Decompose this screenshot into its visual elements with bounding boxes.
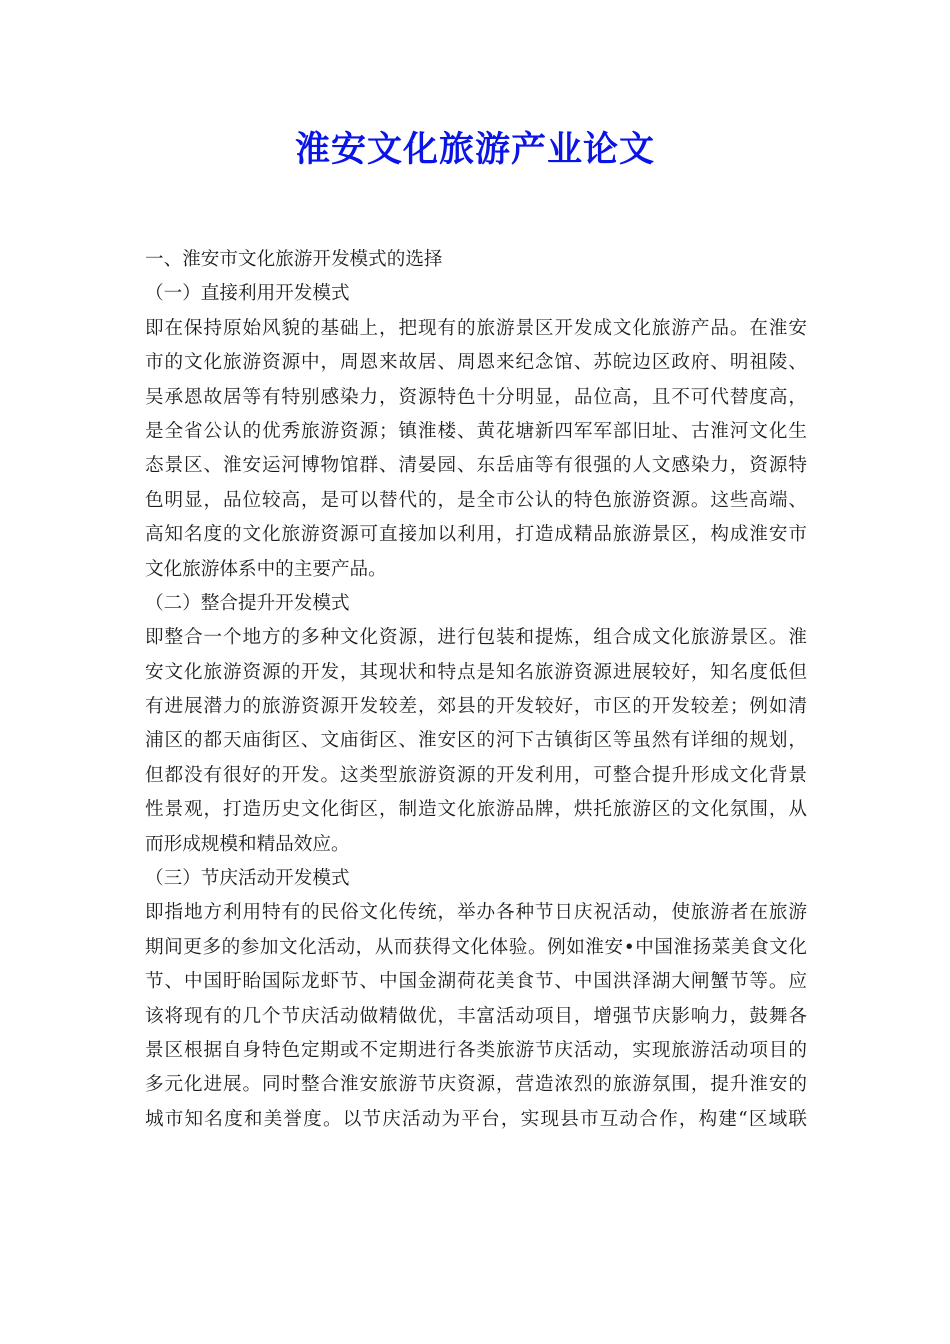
text-line: 浦区的都天庙街区、文庙街区、淮安区的河下古镇街区等虽然有详细的规划， (145, 730, 807, 752)
text-line: 文化旅游体系中的主要产品。 (145, 558, 387, 580)
text-line: 吴承恩故居等有特别感染力，资源特色十分明显，品位高，且不可代替度高， (145, 386, 807, 408)
text-line: 性景观，打造历史文化街区，制造文化旅游品牌，烘托旅游区的文化氛围，从 (145, 799, 807, 821)
text-line: 该将现有的几个节庆活动做精做优，丰富活动项目，增强节庆影响力，鼓舞各 (145, 1005, 807, 1027)
text-line: 态景区、淮安运河博物馆群、清晏园、东岳庙等有很强的人文感染力，资源特 (145, 455, 807, 477)
text-line: 景区根据自身特色定期或不定期进行各类旅游节庆活动，实现旅游活动项目的 (145, 1039, 807, 1061)
text-line: 城市知名度和美誉度。以节庆活动为平台，实现县市互动合作，构建“区域联 (145, 1108, 807, 1130)
text-line: 即指地方利用特有的民俗文化传统，举办各种节日庆祝活动，使旅游者在旅游 (145, 902, 807, 924)
document-body (145, 243, 807, 1137)
text-line: 即在保持原始风貌的基础上，把现有的旅游景区开发成文化旅游产品。在淮安 (145, 317, 807, 339)
subheading-3: （三）节庆活动开发模式 (145, 868, 350, 890)
text-line: 是全省公认的优秀旅游资源；镇淮楼、黄花塘新四军军部旧址、古淮河文化生 (145, 420, 807, 442)
text-line: 有进展潜力的旅游资源开发较差，郊县的开发较好，市区的开发较差；例如清 (145, 696, 807, 718)
text-line: 高知名度的文化旅游资源可直接加以利用，打造成精品旅游景区，构成淮安市 (145, 524, 807, 546)
document-title: 淮安文化旅游产业论文 (294, 130, 655, 170)
text-line: 色明显，品位较高，是可以替代的，是全市公认的特色旅游资源。这些高端、 (145, 489, 807, 511)
text-line: 而形成规模和精品效应。 (145, 833, 350, 855)
text-line: 多元化进展。同时整合淮安旅游节庆资源，营造浓烈的旅游氛围，提升淮安的 (145, 1074, 807, 1096)
text-line: 节、中国盱眙国际龙虾节、中国金湖荷花美食节、中国洪泽湖大闸蟹节等。应 (145, 971, 807, 993)
subheading-2: （二）整合提升开发模式 (145, 592, 350, 614)
text-line: 即整合一个地方的多种文化资源，进行包装和提炼，组合成文化旅游景区。淮 (145, 627, 807, 649)
text-line: 期间更多的参加文化活动，从而获得文化体验。例如淮安•中国淮扬菜美食文化 (145, 936, 807, 958)
text-line: 市的文化旅游资源中，周恩来故居、周恩来纪念馆、苏皖边区政府、明祖陵、 (145, 352, 807, 374)
subheading-1: （一）直接利用开发模式 (145, 283, 350, 305)
text-line: 但都没有很好的开发。这类型旅游资源的开发利用，可整合提升形成文化背景 (145, 764, 807, 786)
text-line: 安文化旅游资源的开发，其现状和特点是知名旅游资源进展较好，知名度低但 (145, 661, 807, 683)
heading-section-1: 一、淮安市文化旅游开发模式的选择 (145, 249, 443, 270)
